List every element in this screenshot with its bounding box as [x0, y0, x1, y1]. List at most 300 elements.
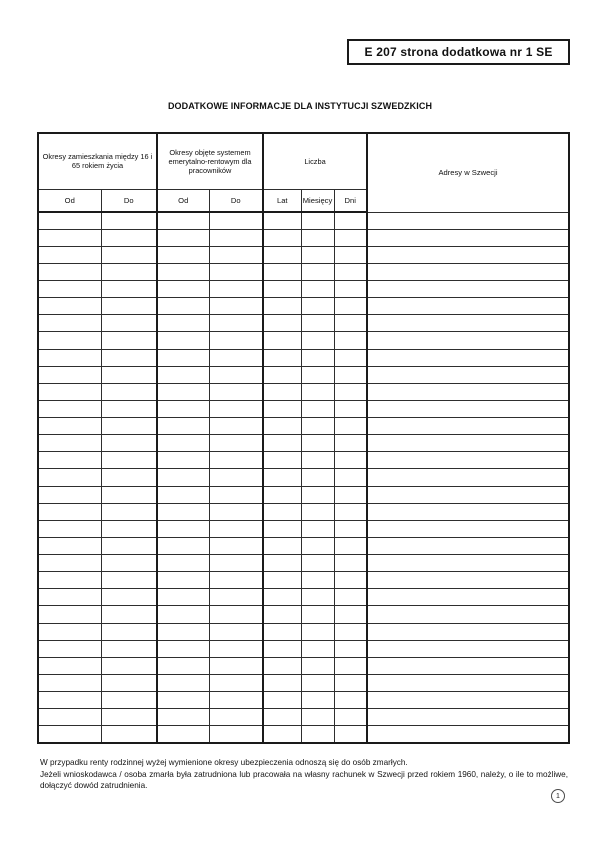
table-cell: [367, 298, 569, 315]
table-row: [38, 486, 569, 503]
table-cell: [209, 229, 263, 246]
periods-table: [37, 132, 570, 744]
table-cell: [367, 452, 569, 469]
table-cell: [367, 332, 569, 349]
footer-note-1: W przypadku renty rodzinnej wyżej wymienione okresy ubezpieczenia odnoszą się do osób zmarłych.: [40, 758, 408, 767]
table-cell: [209, 400, 263, 417]
table-cell: [157, 366, 209, 383]
table-cell: [334, 452, 367, 469]
table-cell: [334, 246, 367, 263]
table-cell: [101, 503, 157, 520]
table-cell: [263, 315, 301, 332]
table-cell: [38, 332, 101, 349]
table-cell: [301, 298, 334, 315]
table-cell: [38, 657, 101, 674]
page-title: DODATKOWE INFORMACJE DLA INSTYTUCJI SZWEDZKICH: [167, 101, 433, 111]
table-cell: [301, 229, 334, 246]
table-cell: [101, 572, 157, 589]
table-cell: [38, 486, 101, 503]
table-cell: [157, 315, 209, 332]
table-cell: [263, 400, 301, 417]
table-cell: [101, 383, 157, 400]
table-cell: [263, 229, 301, 246]
table-cell: [101, 640, 157, 657]
footer-notes: [40, 757, 568, 792]
table-row: [38, 366, 569, 383]
table-cell: [157, 383, 209, 400]
subheader-lat: Lat: [263, 189, 301, 212]
table-cell: [209, 640, 263, 657]
table-cell: [157, 709, 209, 726]
table-cell: [334, 692, 367, 709]
table-cell: [157, 281, 209, 298]
table-cell: [367, 400, 569, 417]
table-cell: [301, 246, 334, 263]
table-cell: [367, 674, 569, 691]
table-cell: [367, 212, 569, 229]
table-cell: [209, 709, 263, 726]
table-cell: [38, 589, 101, 606]
table-cell: [301, 400, 334, 417]
table-cell: [263, 503, 301, 520]
table-cell: [209, 315, 263, 332]
table-row: [38, 281, 569, 298]
table-cell: [38, 572, 101, 589]
table-cell: [101, 212, 157, 229]
table-cell: [157, 263, 209, 280]
table-cell: [209, 435, 263, 452]
table-cell: [209, 212, 263, 229]
table-cell: [157, 623, 209, 640]
table-cell: [334, 418, 367, 435]
table-cell: [263, 623, 301, 640]
table-cell: [367, 315, 569, 332]
table-cell: [38, 212, 101, 229]
table-cell: [334, 555, 367, 572]
table-cell: [367, 366, 569, 383]
table-cell: [334, 520, 367, 537]
table-cell: [334, 606, 367, 623]
table-cell: [263, 246, 301, 263]
table-cell: [301, 212, 334, 229]
table-cell: [334, 383, 367, 400]
table-row: [38, 298, 569, 315]
table-cell: [334, 435, 367, 452]
table-cell: [101, 657, 157, 674]
table-cell: [101, 623, 157, 640]
table-cell: [301, 503, 334, 520]
table-cell: [38, 435, 101, 452]
table-cell: [263, 606, 301, 623]
table-cell: [209, 537, 263, 554]
table-cell: [38, 418, 101, 435]
table-row: [38, 383, 569, 400]
table-cell: [101, 709, 157, 726]
table-cell: [301, 383, 334, 400]
table-cell: [301, 623, 334, 640]
table-cell: [301, 281, 334, 298]
table-cell: [38, 674, 101, 691]
header-addresses: Adresy w Szwecji: [367, 133, 569, 212]
table-cell: [209, 298, 263, 315]
table-cell: [301, 572, 334, 589]
table-cell: [101, 298, 157, 315]
table-cell: [334, 349, 367, 366]
table-cell: [38, 623, 101, 640]
table-cell: [334, 263, 367, 280]
table-cell: [334, 657, 367, 674]
table-cell: [209, 623, 263, 640]
table-cell: [301, 606, 334, 623]
table-cell: [301, 726, 334, 743]
table-cell: [38, 520, 101, 537]
table-row: [38, 537, 569, 554]
table-cell: [263, 212, 301, 229]
table-cell: [367, 469, 569, 486]
table-cell: [334, 537, 367, 554]
table-cell: [263, 709, 301, 726]
table-cell: [334, 332, 367, 349]
table-cell: [367, 589, 569, 606]
table-cell: [367, 349, 569, 366]
header-number: Liczba: [263, 133, 367, 189]
table-cell: [263, 418, 301, 435]
table-cell: [367, 537, 569, 554]
table-row: [38, 589, 569, 606]
table-row: [38, 332, 569, 349]
table-row: [38, 572, 569, 589]
table-cell: [157, 486, 209, 503]
table-cell: [157, 674, 209, 691]
table-cell: [301, 263, 334, 280]
table-cell: [157, 246, 209, 263]
footer-note-2: Jeżeli wnioskodawca / osoba zmarła była zatrudniona lub pracowała na własny rachunek w Szwecji przed rokiem 1960, należy, o ile to możliwe, dołączyć dowód zatrudnienia.: [40, 769, 568, 791]
table-row: [38, 640, 569, 657]
table-cell: [209, 657, 263, 674]
subheader-od-2: Od: [157, 189, 209, 212]
table-cell: [209, 349, 263, 366]
table-cell: [263, 452, 301, 469]
page-number-badge: [551, 789, 565, 803]
table-cell: [101, 246, 157, 263]
table-cell: [334, 281, 367, 298]
table-cell: [38, 555, 101, 572]
table-row: [38, 503, 569, 520]
table-cell: [301, 469, 334, 486]
table-cell: [101, 469, 157, 486]
table-cell: [209, 486, 263, 503]
table-cell: [38, 229, 101, 246]
table-cell: [157, 572, 209, 589]
table-cell: [157, 452, 209, 469]
form-code-label: E 207 strona dodatkowa nr 1 SE: [364, 45, 553, 59]
table-cell: [209, 726, 263, 743]
table-cell: [101, 435, 157, 452]
table-cell: [157, 537, 209, 554]
table-cell: [263, 366, 301, 383]
subheader-od-1: Od: [38, 189, 101, 212]
table-cell: [334, 366, 367, 383]
table-row: [38, 212, 569, 229]
table-row: [38, 623, 569, 640]
table-cell: [367, 246, 569, 263]
table-cell: [367, 263, 569, 280]
table-cell: [367, 503, 569, 520]
table-cell: [334, 709, 367, 726]
table-cell: [301, 486, 334, 503]
table-cell: [209, 503, 263, 520]
table-cell: [157, 212, 209, 229]
table-cell: [301, 435, 334, 452]
table-row: [38, 229, 569, 246]
table-cell: [334, 486, 367, 503]
table-cell: [367, 709, 569, 726]
table-row: [38, 606, 569, 623]
table-cell: [367, 623, 569, 640]
table-cell: [263, 572, 301, 589]
table-row: [38, 246, 569, 263]
table-cell: [209, 520, 263, 537]
table-cell: [263, 555, 301, 572]
table-cell: [263, 469, 301, 486]
table-cell: [101, 520, 157, 537]
table-cell: [209, 452, 263, 469]
table-cell: [101, 315, 157, 332]
table-row: [38, 709, 569, 726]
table-cell: [334, 572, 367, 589]
table-cell: [38, 503, 101, 520]
table-cell: [301, 537, 334, 554]
table-cell: [38, 692, 101, 709]
table-cell: [263, 520, 301, 537]
table-cell: [367, 726, 569, 743]
table-cell: [157, 332, 209, 349]
table-cell: [101, 452, 157, 469]
table-cell: [263, 263, 301, 280]
table-cell: [334, 726, 367, 743]
table-cell: [157, 229, 209, 246]
table-cell: [157, 418, 209, 435]
table-cell: [334, 212, 367, 229]
table-cell: [334, 640, 367, 657]
table-cell: [157, 657, 209, 674]
table-cell: [38, 281, 101, 298]
table-cell: [263, 537, 301, 554]
table-cell: [157, 589, 209, 606]
table-cell: [38, 640, 101, 657]
subheader-dni: Dni: [334, 189, 367, 212]
table-cell: [157, 606, 209, 623]
table-cell: [38, 469, 101, 486]
table-cell: [101, 229, 157, 246]
table-cell: [101, 486, 157, 503]
table-cell: [38, 298, 101, 315]
group-header-row: [38, 133, 569, 189]
table-cell: [263, 281, 301, 298]
table-cell: [38, 315, 101, 332]
table-row: [38, 452, 569, 469]
table-cell: [38, 349, 101, 366]
table-cell: [157, 520, 209, 537]
table-cell: [101, 332, 157, 349]
table-cell: [367, 383, 569, 400]
table-cell: [38, 263, 101, 280]
table-row: [38, 263, 569, 280]
table-cell: [209, 246, 263, 263]
table-row: [38, 555, 569, 572]
table-cell: [263, 589, 301, 606]
table-cell: [263, 383, 301, 400]
table-cell: [209, 589, 263, 606]
table-cell: [101, 674, 157, 691]
table-cell: [367, 435, 569, 452]
table-cell: [209, 418, 263, 435]
form-code-box: [347, 39, 570, 65]
table-row: [38, 315, 569, 332]
table-row: [38, 726, 569, 743]
table-cell: [157, 640, 209, 657]
table-cell: [38, 452, 101, 469]
table-cell: [367, 486, 569, 503]
table-cell: [157, 503, 209, 520]
table-cell: [101, 726, 157, 743]
table-cell: [101, 400, 157, 417]
table-cell: [334, 674, 367, 691]
table-cell: [301, 452, 334, 469]
table-cell: [263, 435, 301, 452]
table-cell: [101, 537, 157, 554]
table-row: [38, 469, 569, 486]
table-cell: [101, 263, 157, 280]
table-cell: [334, 469, 367, 486]
table-cell: [301, 709, 334, 726]
table-cell: [301, 520, 334, 537]
table-cell: [263, 657, 301, 674]
table-cell: [157, 692, 209, 709]
table-cell: [209, 572, 263, 589]
subheader-do-1: Do: [101, 189, 157, 212]
table-cell: [101, 366, 157, 383]
table-cell: [367, 555, 569, 572]
table-cell: [301, 657, 334, 674]
table-cell: [157, 298, 209, 315]
header-pension-periods: Okresy objęte systemem emerytalno-rentowym dla pracowników: [157, 133, 263, 189]
table-cell: [38, 246, 101, 263]
table-cell: [209, 332, 263, 349]
table-cell: [301, 640, 334, 657]
table-cell: [367, 606, 569, 623]
table-cell: [209, 383, 263, 400]
table-cell: [263, 640, 301, 657]
table-cell: [209, 281, 263, 298]
table-cell: [301, 349, 334, 366]
table-cell: [101, 606, 157, 623]
table-cell: [301, 589, 334, 606]
table-row: [38, 435, 569, 452]
table-cell: [157, 349, 209, 366]
table-cell: [367, 692, 569, 709]
table-body: [38, 212, 569, 743]
table-cell: [301, 332, 334, 349]
table-cell: [263, 349, 301, 366]
table-cell: [367, 281, 569, 298]
table-cell: [209, 692, 263, 709]
table-cell: [301, 315, 334, 332]
table-row: [38, 520, 569, 537]
table-row: [38, 349, 569, 366]
table-cell: [157, 726, 209, 743]
table-cell: [263, 674, 301, 691]
table-cell: [101, 349, 157, 366]
table-cell: [367, 657, 569, 674]
table-cell: [101, 555, 157, 572]
table-cell: [38, 726, 101, 743]
table-cell: [263, 726, 301, 743]
table-cell: [101, 281, 157, 298]
table-cell: [263, 692, 301, 709]
table-cell: [38, 537, 101, 554]
table-row: [38, 418, 569, 435]
header-residence-periods: Okresy zamieszkania między 16 i 65 rokiem życia: [38, 133, 157, 189]
table-cell: [334, 623, 367, 640]
table-row: [38, 674, 569, 691]
table-cell: [157, 555, 209, 572]
table-cell: [301, 692, 334, 709]
table-cell: [263, 298, 301, 315]
table-cell: [263, 486, 301, 503]
table-cell: [334, 315, 367, 332]
page-number: 1: [556, 792, 560, 800]
table-cell: [334, 589, 367, 606]
table-cell: [263, 332, 301, 349]
table-cell: [209, 366, 263, 383]
table-cell: [301, 366, 334, 383]
table-cell: [367, 520, 569, 537]
table-cell: [209, 469, 263, 486]
table-cell: [367, 640, 569, 657]
table-cell: [334, 298, 367, 315]
table-cell: [101, 418, 157, 435]
table-cell: [301, 555, 334, 572]
table-row: [38, 692, 569, 709]
table-cell: [301, 418, 334, 435]
table-cell: [38, 709, 101, 726]
table-cell: [101, 692, 157, 709]
table-cell: [38, 383, 101, 400]
table-cell: [367, 418, 569, 435]
table-cell: [334, 400, 367, 417]
table-cell: [157, 435, 209, 452]
table-cell: [209, 555, 263, 572]
subheader-miesiecy: Miesięcy: [301, 189, 334, 212]
table-cell: [367, 229, 569, 246]
table-header: [38, 133, 569, 212]
table-row: [38, 400, 569, 417]
table-row: [38, 657, 569, 674]
table-cell: [367, 572, 569, 589]
table-cell: [38, 400, 101, 417]
table-cell: [301, 674, 334, 691]
table-cell: [209, 606, 263, 623]
table-cell: [101, 589, 157, 606]
table-cell: [209, 674, 263, 691]
table-cell: [157, 400, 209, 417]
table-cell: [157, 469, 209, 486]
table-cell: [334, 229, 367, 246]
table-cell: [209, 263, 263, 280]
table-cell: [334, 503, 367, 520]
table-cell: [38, 606, 101, 623]
